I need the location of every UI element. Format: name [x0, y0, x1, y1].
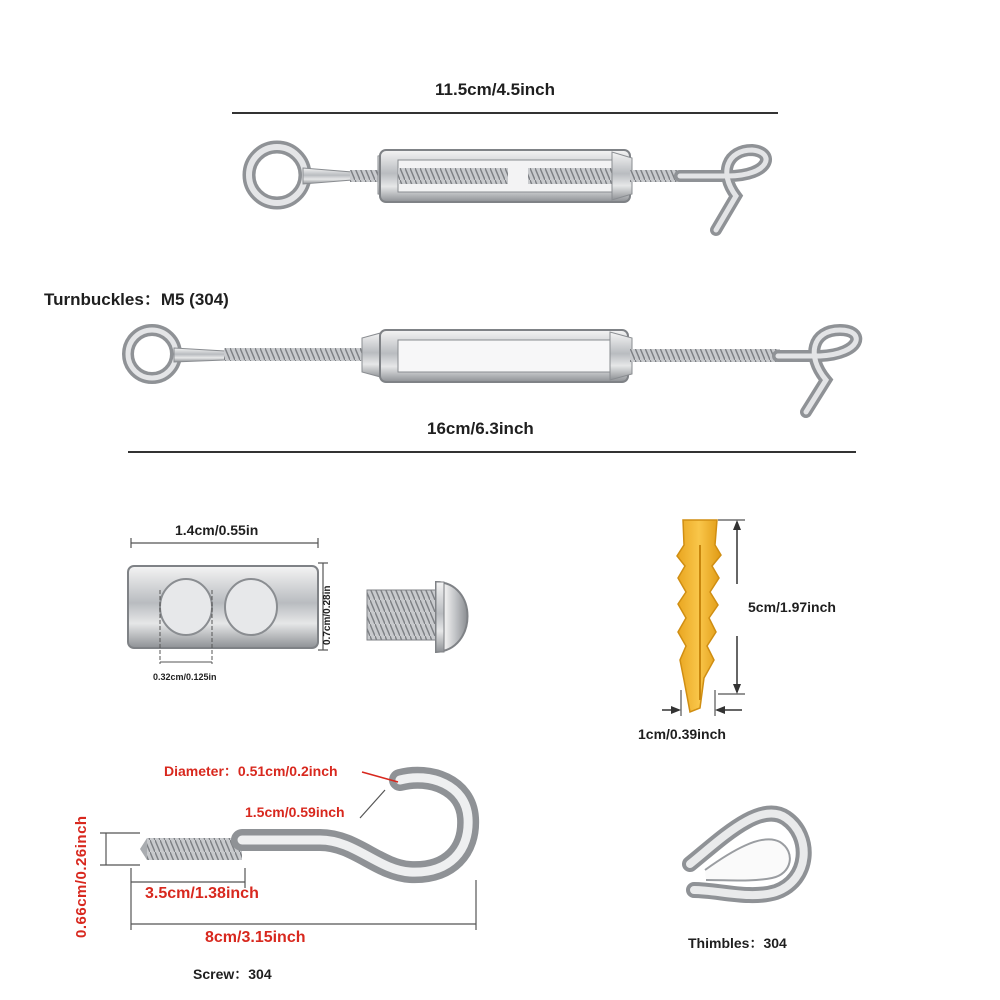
clamp-hole-label: 0.32cm/0.125in	[153, 672, 217, 682]
screw-caption: Screw：304	[193, 966, 272, 982]
long-turnbuckle-image	[128, 330, 856, 412]
wall-anchor-image	[662, 520, 745, 716]
thimble-image	[690, 813, 804, 895]
wire-clamp-image	[128, 538, 328, 664]
eye-screw-image	[100, 772, 476, 930]
long-turnbuckle-length-label: 16cm/6.3inch	[427, 419, 534, 438]
machine-screw-image	[367, 582, 468, 652]
screw-shank-height-label: 0.66cm/0.26inch	[73, 815, 90, 938]
screw-diameter-label: Diameter：0.51cm/0.2inch	[164, 763, 338, 779]
screw-thread-length-label: 3.5cm/1.38inch	[145, 885, 259, 902]
anchor-length-label: 5cm/1.97inch	[748, 599, 836, 615]
screw-total-length-label: 8cm/3.15inch	[205, 929, 306, 946]
anchor-width-label: 1cm/0.39inch	[638, 726, 726, 742]
thimbles-caption: Thimbles：304	[688, 935, 787, 951]
short-turnbuckle-length-label: 11.5cm/4.5inch	[435, 80, 556, 99]
turnbuckles-title: Turnbuckles：M5 (304)	[44, 290, 229, 309]
clamp-length-label: 1.4cm/0.55in	[175, 522, 259, 538]
clamp-height-label: 0.7cm/0.28in	[322, 585, 333, 645]
short-turnbuckle-image	[249, 147, 774, 230]
screw-opening-label: 1.5cm/0.59inch	[245, 804, 345, 820]
